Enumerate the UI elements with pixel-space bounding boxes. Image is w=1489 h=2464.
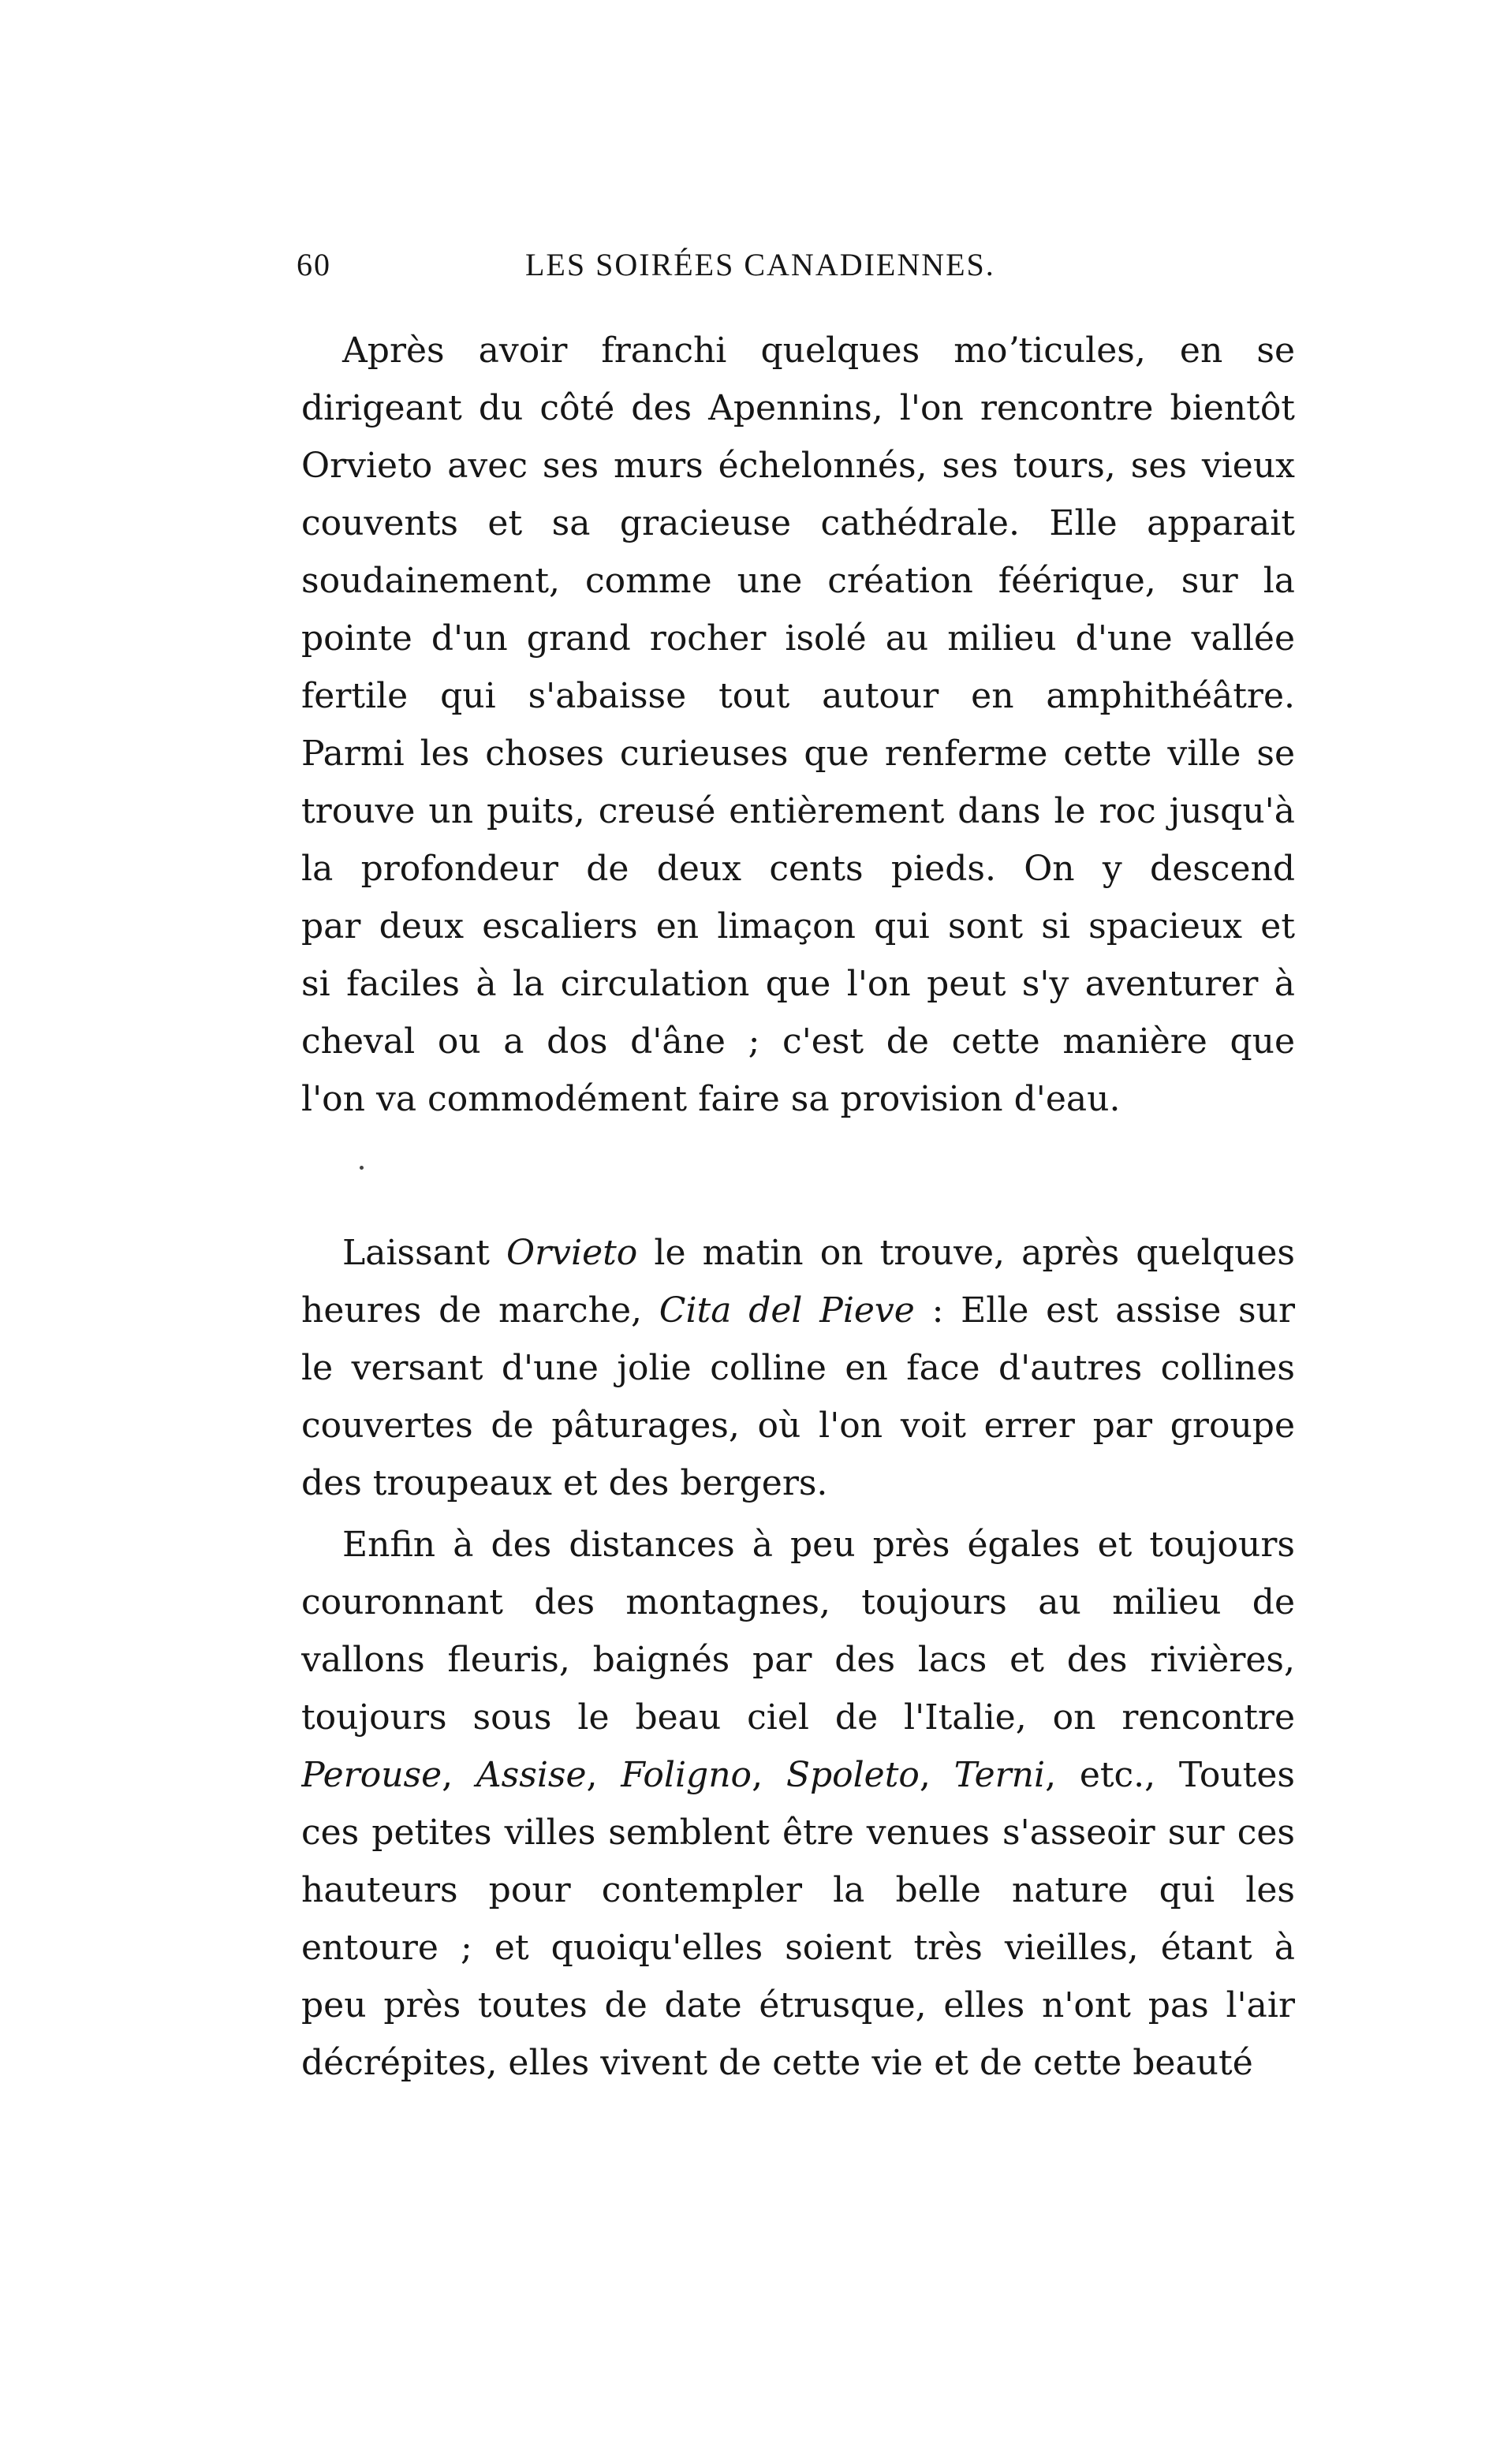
text-line: peu près toutes de date étrusque, elles n'ont pas l'air [301, 1985, 1295, 2025]
text-line: si faciles à la circulation que l'on peut s'y aventurer à [301, 964, 1295, 1004]
text-line: dirigeant du côté des Apennins, l'on rencontre bientôt [301, 388, 1295, 428]
italic-place-name: Assise [476, 1755, 587, 1795]
text-line: heures de marche, Cita del Pieve : Elle est assise sur [301, 1290, 1295, 1331]
page-header [297, 246, 1295, 293]
italic-place-name: Terni [953, 1755, 1046, 1795]
text-line: entoure ; et quoiqu'elles soient très vieilles, étant à [301, 1928, 1295, 1968]
text-line: Enfin à des distances à peu près égales et toujours [342, 1525, 1295, 1565]
paragraph-1 [301, 322, 1295, 1128]
italic-place-name: Spoleto [786, 1755, 920, 1795]
text-line: Parmi les choses curieuses que renferme cette ville se [301, 734, 1295, 774]
text-line: cheval ou a dos d'âne ; c'est de cette manière que [301, 1021, 1295, 1062]
print-speck [360, 1166, 364, 1170]
paragraph-3 [301, 1516, 1295, 2092]
text-line: toujours sous le beau ciel de l'Italie, on rencontre [301, 1697, 1295, 1738]
running-title: LES SOIRÉES CANADIENNES. [525, 247, 995, 282]
text-line: Après avoir franchi quelques moʼticules, en se [342, 330, 1295, 371]
text-line: Orvieto avec ses murs échelonnés, ses tours, ses vieux [301, 446, 1295, 486]
text-line: ces petites villes semblent être venues s'asseoir sur ces [301, 1813, 1295, 1853]
text-line: des troupeaux et des bergers. [301, 1463, 828, 1503]
text-line: pointe d'un grand rocher isolé au milieu d'une vallée [301, 618, 1295, 659]
text-line: Laissant Orvieto le matin on trouve, après quelques [342, 1233, 1295, 1273]
text-line: couronnant des montagnes, toujours au milieu de [301, 1582, 1295, 1622]
page-number: 60 [297, 247, 331, 282]
text-line: fertile qui s'abaisse tout autour en amphithéâtre. [301, 676, 1295, 716]
text-line: soudainement, comme une création féérique, sur la [301, 561, 1295, 601]
italic-place-name: Cita del Pieve [659, 1290, 915, 1331]
text-line: couvertes de pâturages, où l'on voit errer par groupe [301, 1406, 1295, 1446]
italic-place-name: Orvieto [506, 1233, 638, 1273]
text-line: par deux escaliers en limaçon qui sont si spacieux et [301, 906, 1295, 946]
text-line: décrépites, elles vivent de cette vie et de cette beauté [301, 2043, 1253, 2083]
text-line: le versant d'une jolie colline en face d'autres collines [301, 1348, 1295, 1388]
text-line: l'on va commodément faire sa provision d'eau. [301, 1079, 1121, 1119]
italic-place-name: Foligno [621, 1755, 752, 1795]
text-line: trouve un puits, creusé entièrement dans le roc jusqu'à [301, 791, 1295, 831]
paragraph-2 [301, 1224, 1295, 1512]
italic-place-name: Perouse [301, 1755, 442, 1795]
text-line: hauteurs pour contempler la belle nature qui les [301, 1870, 1295, 1910]
text-line: couvents et sa gracieuse cathédrale. Elle apparait [301, 503, 1295, 543]
text-line: la profondeur de deux cents pieds. On y descend [301, 849, 1295, 889]
text-line: Perouse, Assise, Foligno, Spoleto, Terni, etc., Toutes [301, 1755, 1295, 1795]
text-line: vallons fleuris, baignés par des lacs et des rivières, [301, 1640, 1295, 1680]
